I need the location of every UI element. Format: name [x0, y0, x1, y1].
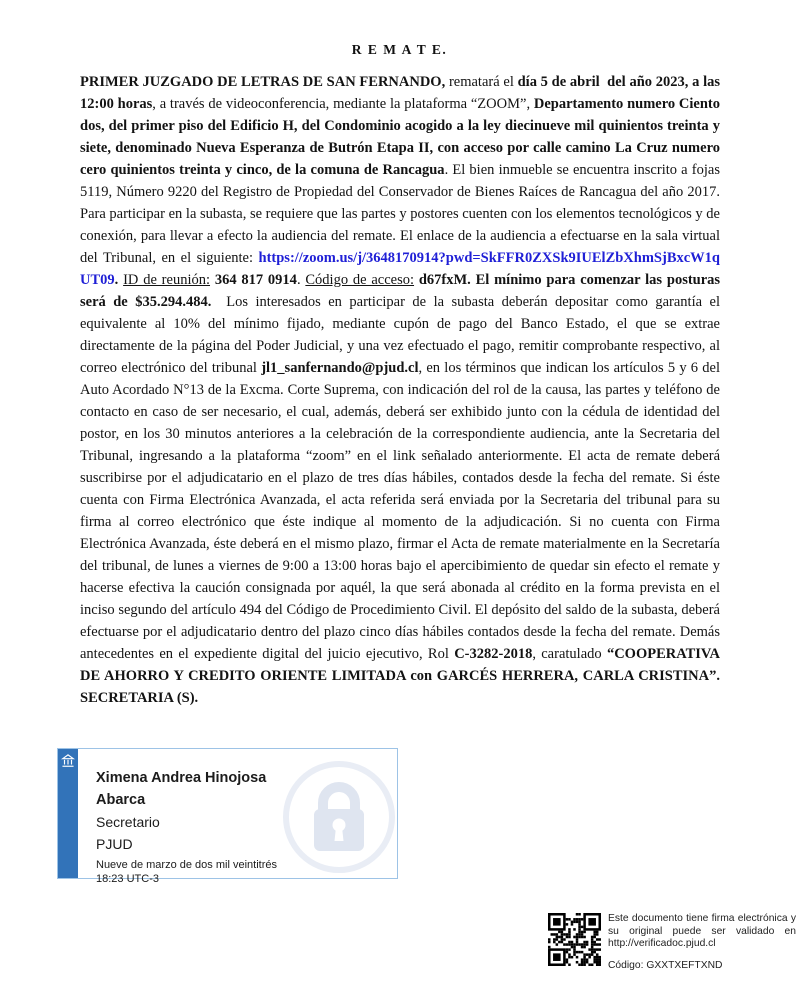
text-run: . [114, 272, 124, 288]
text-run: . El bien inmueble se encuentra inscrito a fojas 5119, Número 9220 del Registro de Propiedad del Conservador de Bienes Raíces de Rancagua del año 2017. Para participar en la subasta, se requiere que las partes y postores cuenten con los elementos tecnológicos y de conexión, para llevar a efecto la audiencia del remate. El enlace de la audiencia a efectuarse en la sala virtual del Tribunal, en el siguiente: [80, 162, 724, 266]
signature-time: 18:23 UTC-3 [96, 873, 159, 885]
text-run: rematará el [445, 74, 518, 90]
text-run: Código de acceso: [305, 272, 415, 288]
text-run: jl1_sanfernando@pjud.cl [261, 360, 419, 376]
signature-card [57, 748, 398, 885]
text-run: , caratulado [532, 646, 607, 662]
text-run: d67fxM. El mínimo para comenzar las posturas será de $35.294.484. [80, 272, 724, 310]
document-title: R E M A T E. [351, 42, 448, 57]
zoom-meeting-link[interactable]: https://zoom.us/j/3648170914?pwd=SkFFR0ZXSk9IUElZbXhmSjBxcW1qUT09 [80, 250, 720, 288]
signature-date: Nueve de marzo de dos mil veintitrés [96, 859, 277, 871]
text-run: Departamento numero Ciento dos, del primer piso del Edificio H, del Condominio acogido a la ley diecinueve mil quinientos treinta y siete, denominado Nueva Esperanza de Butrón Etapa II, con acceso por calle camino La Cruz numero cero quinientos treinta y cinco, de la comuna de Rancagua [80, 96, 724, 178]
verification-text [608, 913, 796, 972]
qr-code-icon [548, 913, 601, 966]
text-run: ID de reunión: [123, 272, 211, 288]
lock-icon [279, 757, 399, 877]
signature-details [96, 767, 296, 886]
verification-code: Código: GXXTXEFTXND [608, 959, 723, 971]
signer-name: Ximena Andrea Hinojosa Abarca [96, 770, 267, 808]
verification-message: Este documento tiene firma electrónica y su original puede ser validado en http://verificadoc.pjud.cl [608, 913, 796, 949]
signer-role: Secretario [96, 814, 160, 830]
text-run: Los interesados en participar de la subasta deberán depositar como garantía el equivalente al 10% del mínimo fijado, mediante cupón de pago del Banco Estado, el que se extrae directamente de la página del Poder Judicial, y una vez efectuado el pago, remitir comprobante respectivo, al correo electrónico del tribunal [80, 294, 724, 376]
text-run: , en los términos que indican los artículos 5 y 6 del Auto Acordado N°13 de la Excma. Corte Suprema, con indicación del rol de la causa, las partes y teléfono de contacto en caso de ser necesario, el cual, además, deberá ser exhibido junto con la cédula de identidad del postor, en los 30 minutos anteriores a la celebración de la correspondiente audiencia, ante la Secretaria del Tribunal, ingresando a la plataforma “zoom” en el link señalado anteriormente. El acta de remate deberá suscribirse por el adjudicatario en el plazo de tres días hábiles, contados desde la fecha del remate. Si éste cuenta con Firma Electrónica Avanzada, el acta referida será enviada por la Secretaria del tribunal para su firma al correo electrónico que éste indique al momento de la adjudicación. Si no cuenta con Firma Electrónica Avanzada, éste deberá en el mismo plazo, firmar el Acta de remate materialmente en la Secretaría del tribunal, de lunes a viernes de 9:00 a 13:00 horas bajo el apercibimiento de quedar sin efecto el remate y hacerse efectiva la caución consignada por aquél, la que será abonada al crédito en la forma prevista en el inciso segundo del artículo 494 del Código de Procedimiento Civil. El depósito del saldo de la subasta, deberá efectuarse por el adjudicatario dentro del plazo cinco días hábiles contados desde la fecha del remate. Demás antecedentes en el expediente digital del juicio ejecutivo, Rol [80, 360, 724, 662]
text-run: PRIMER JUZGADO DE LETRAS DE SAN FERNANDO, [80, 74, 446, 90]
signer-organization: PJUD [96, 836, 133, 852]
text-run: , a través de videoconferencia, mediante la plataforma “ZOOM”, [152, 96, 534, 112]
text-run: . [296, 272, 306, 288]
text-run: C-3282-2018 [454, 646, 533, 662]
legal-text [80, 71, 724, 709]
text-run: “COOPERATIVA DE AHORRO Y CREDITO ORIENTE LIMITADA con GARCÉS HERRERA, CARLA CRISTINA”. SECRETARIA (S). [80, 646, 724, 706]
signature-accent-bar [58, 749, 78, 878]
text-run: día 5 de abril del año 2023, a las 12:00 horas [80, 74, 724, 112]
verification-block [548, 913, 798, 972]
text-run: 364 817 0914 [214, 272, 297, 288]
